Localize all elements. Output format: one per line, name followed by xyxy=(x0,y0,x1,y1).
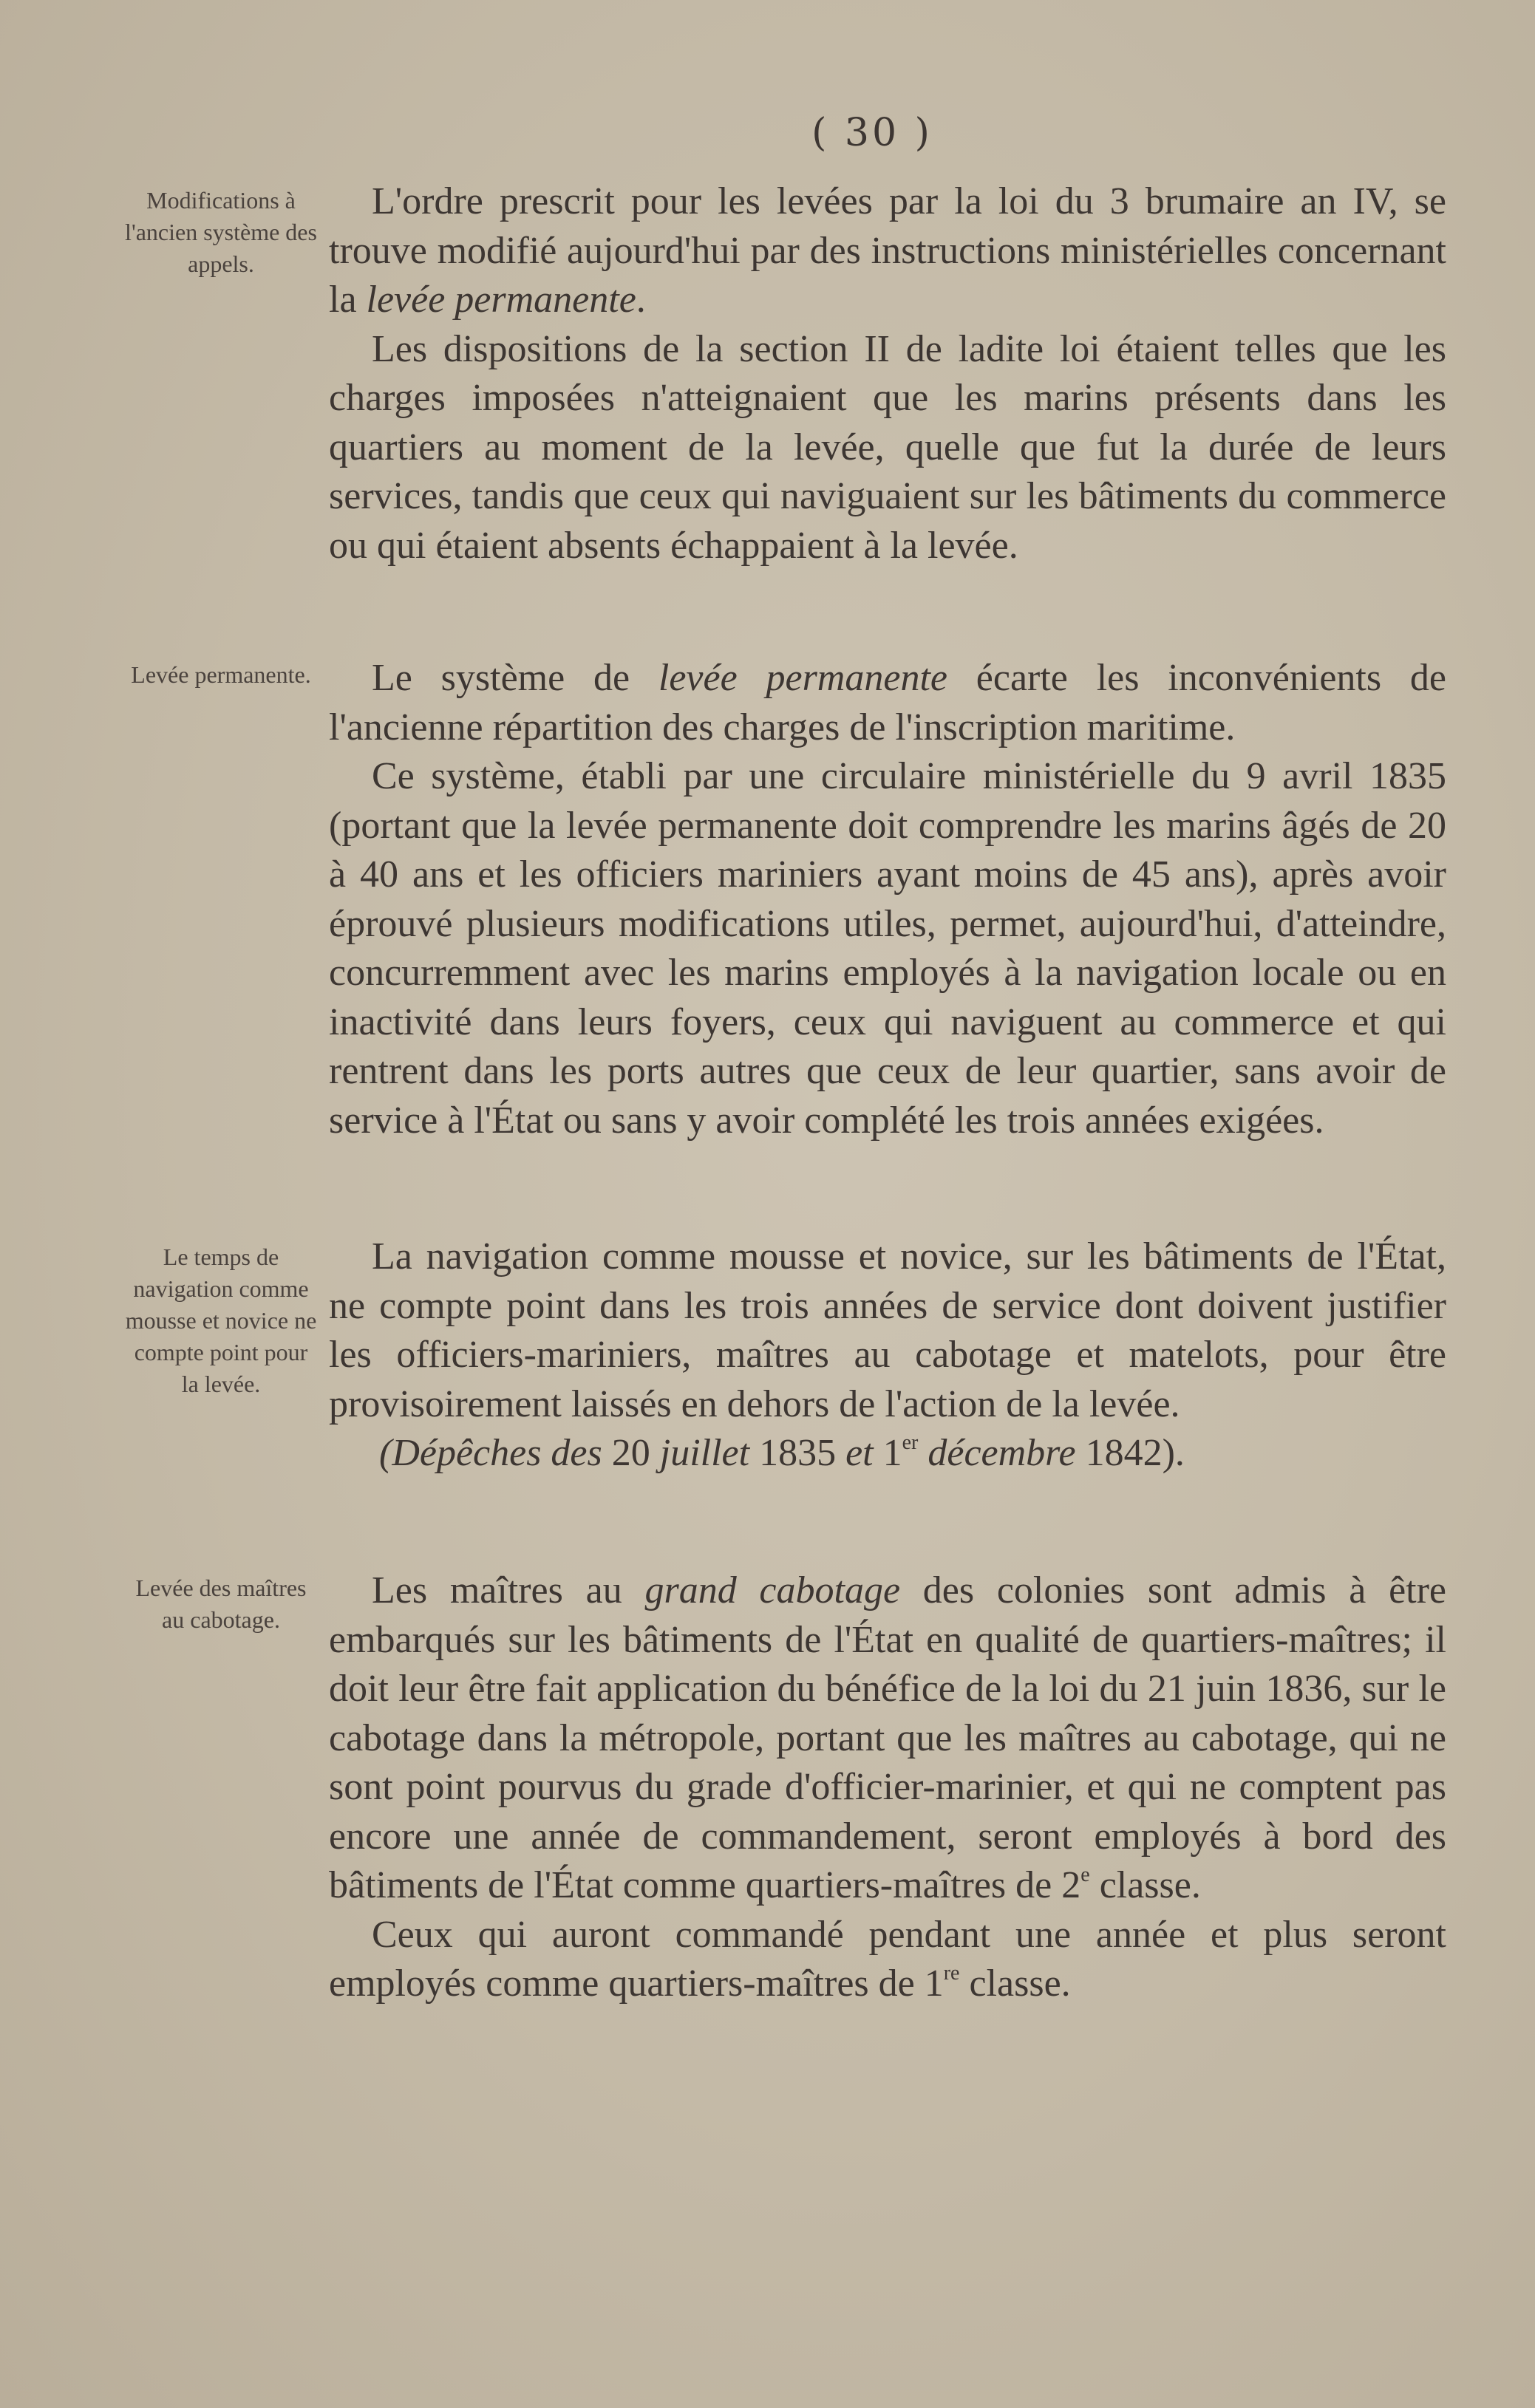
italic-text: (Dépêches des xyxy=(379,1432,612,1474)
text-run: Ceux qui auront commandé pendant une année et plus seront employés comme quartiers-maîtres de 1 xyxy=(329,1913,1446,2005)
section-temps-navigation xyxy=(329,1232,1446,1478)
section-levee-permanente xyxy=(329,654,1446,1145)
margin-note-temps-navigation: Le temps de navigation comme mousse et novice ne compte point pour la levée. xyxy=(125,1244,317,1397)
italic-text: décembre xyxy=(928,1432,1076,1474)
section-levee-maitres xyxy=(329,1566,1446,2009)
paragraph xyxy=(329,325,1446,571)
paragraph xyxy=(329,1911,1446,2009)
text-run: . xyxy=(636,279,646,321)
text-run xyxy=(918,1432,928,1474)
superscript: e xyxy=(1080,1863,1090,1886)
text-run: Les maîtres au xyxy=(372,1569,645,1611)
text-run: 20 xyxy=(611,1432,660,1474)
citation xyxy=(329,1429,1446,1478)
italic-text: levée permanente xyxy=(658,657,947,699)
text-run: des colonies sont admis à être embarqués sur les bâtiments de l'État en qualité de quartiers-maîtres; il doit leur être fait application du bénéfice de la loi du 21 juin 1836, sur le cabotage dans la métropole, portant que les maîtres au cabotage, qui ne sont point pourvus du grade d'officier-marinier, et qui ne comptent pas encore une année de commandement, seront employés à bord des bâtiments de l'État comme quartiers-maîtres de 2 xyxy=(329,1569,1447,1906)
margin-note-levee-permanente: Levée permanente. xyxy=(131,661,311,688)
paragraph xyxy=(329,1232,1446,1429)
italic-text: juillet xyxy=(659,1432,750,1474)
paragraph xyxy=(329,1566,1446,1911)
paragraph xyxy=(329,177,1446,325)
text-run: écarte les inconvénients de l'ancienne répartition des charges de l'inscription maritime. xyxy=(329,657,1446,748)
text-run: Ce système, établi par une circulaire ministérielle du 9 avril 1835 (portant que la levée permanente doit comprendre les marins âgés de 20 à 40 ans et les officiers mariniers ayant moins de 45 ans), après avoir éprouvé plusieurs modifications utiles, permet, aujourd'hui, d'atteindre, concurremment avec les marins employés à la navigation locale ou en inactivité dans leurs foyers, ceux qui naviguent au commerce et qui rentrent dans les ports autres que ceux de leur quartier, sans avoir de service à l'État ou sans y avoir complété les trois années exigées. xyxy=(329,755,1446,1142)
paragraph xyxy=(329,752,1446,1145)
superscript: re xyxy=(943,1962,960,1985)
text-run: classe. xyxy=(1089,1864,1201,1906)
text-run: Le système de xyxy=(372,657,658,699)
text-run: 1835 xyxy=(749,1432,846,1474)
text-run: La navigation comme mousse et novice, sur les bâtiments de l'État, ne compte point dans les trois années de service dont doivent justifier les officiers-mariniers, maîtres au cabotage et matelots, pour être provisoirement laissés en dehors de l'action de la levée. xyxy=(329,1235,1446,1425)
italic-text: levée permanente xyxy=(366,279,636,321)
section-modifications xyxy=(329,177,1446,570)
text-run: 1842). xyxy=(1075,1432,1185,1474)
page-number: ( 30 ) xyxy=(811,111,933,155)
italic-text: et xyxy=(845,1432,874,1474)
paragraph xyxy=(329,654,1446,752)
superscript: er xyxy=(902,1431,919,1454)
margin-note-modifications: Modifications à l'ancien système des appels. xyxy=(125,187,317,277)
margin-note-levee-maitres: Levée des maîtres au cabotage. xyxy=(135,1575,307,1633)
text-run: L'ordre prescrit pour les levées par la loi du 3 brumaire an IV, se trouve modifié aujourd'hui par des instructions ministérielles concernant la xyxy=(329,180,1446,321)
text-run: 1 xyxy=(873,1432,902,1474)
text-run: Les dispositions de la section II de ladite loi étaient telles que les charges imposées n'atteignaient que les marins présents dans les quartiers au moment de la levée, quelle que fut la durée de leurs services, tandis que ceux qui naviguaient sur les bâtiments du commerce ou qui étaient absents échappaient à la levée. xyxy=(329,327,1446,567)
text-run: classe. xyxy=(959,1962,1071,2005)
italic-text: grand cabotage xyxy=(644,1569,901,1611)
